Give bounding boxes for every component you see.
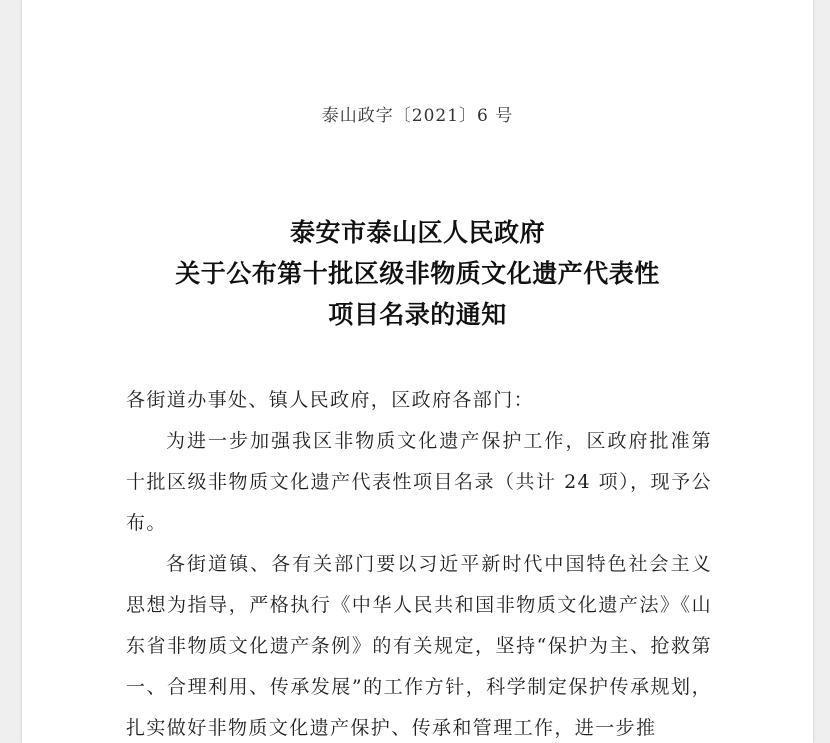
document-body bbox=[126, 380, 712, 743]
document-number: 泰山政字〔2021〕6 号 bbox=[321, 106, 514, 126]
document-page bbox=[22, 0, 813, 743]
paragraph-1: 为进一步加强我区非物质文化遗产保护工作，区政府批准第十批区级非物质文化遗产代表性项目名录（共计 24 项），现予公布。 bbox=[126, 430, 712, 534]
title-line-2: 关于公布第十批区级非物质文化遗产代表性 bbox=[175, 259, 660, 288]
document-title bbox=[22, 212, 813, 335]
title-line-3: 项目名录的通知 bbox=[328, 300, 507, 329]
paragraph-2: 各街道镇、各有关部门要以习近平新时代中国特色社会主义思想为指导，严格执行《中华人民共和国非物质文化遗产法》《山东省非物质文化遗产条例》的有关规定，坚持“保护为主、抢救第一、合理利用、传承发展”的工作方针，科学制定保护传承规划，扎实做好非物质文化遗产保护、传承和管理工作，进一步推 bbox=[126, 553, 712, 739]
salutation: 各街道办事处、镇人民政府，区政府各部门： bbox=[126, 389, 535, 411]
title-line-1: 泰安市泰山区人民政府 bbox=[289, 218, 545, 247]
